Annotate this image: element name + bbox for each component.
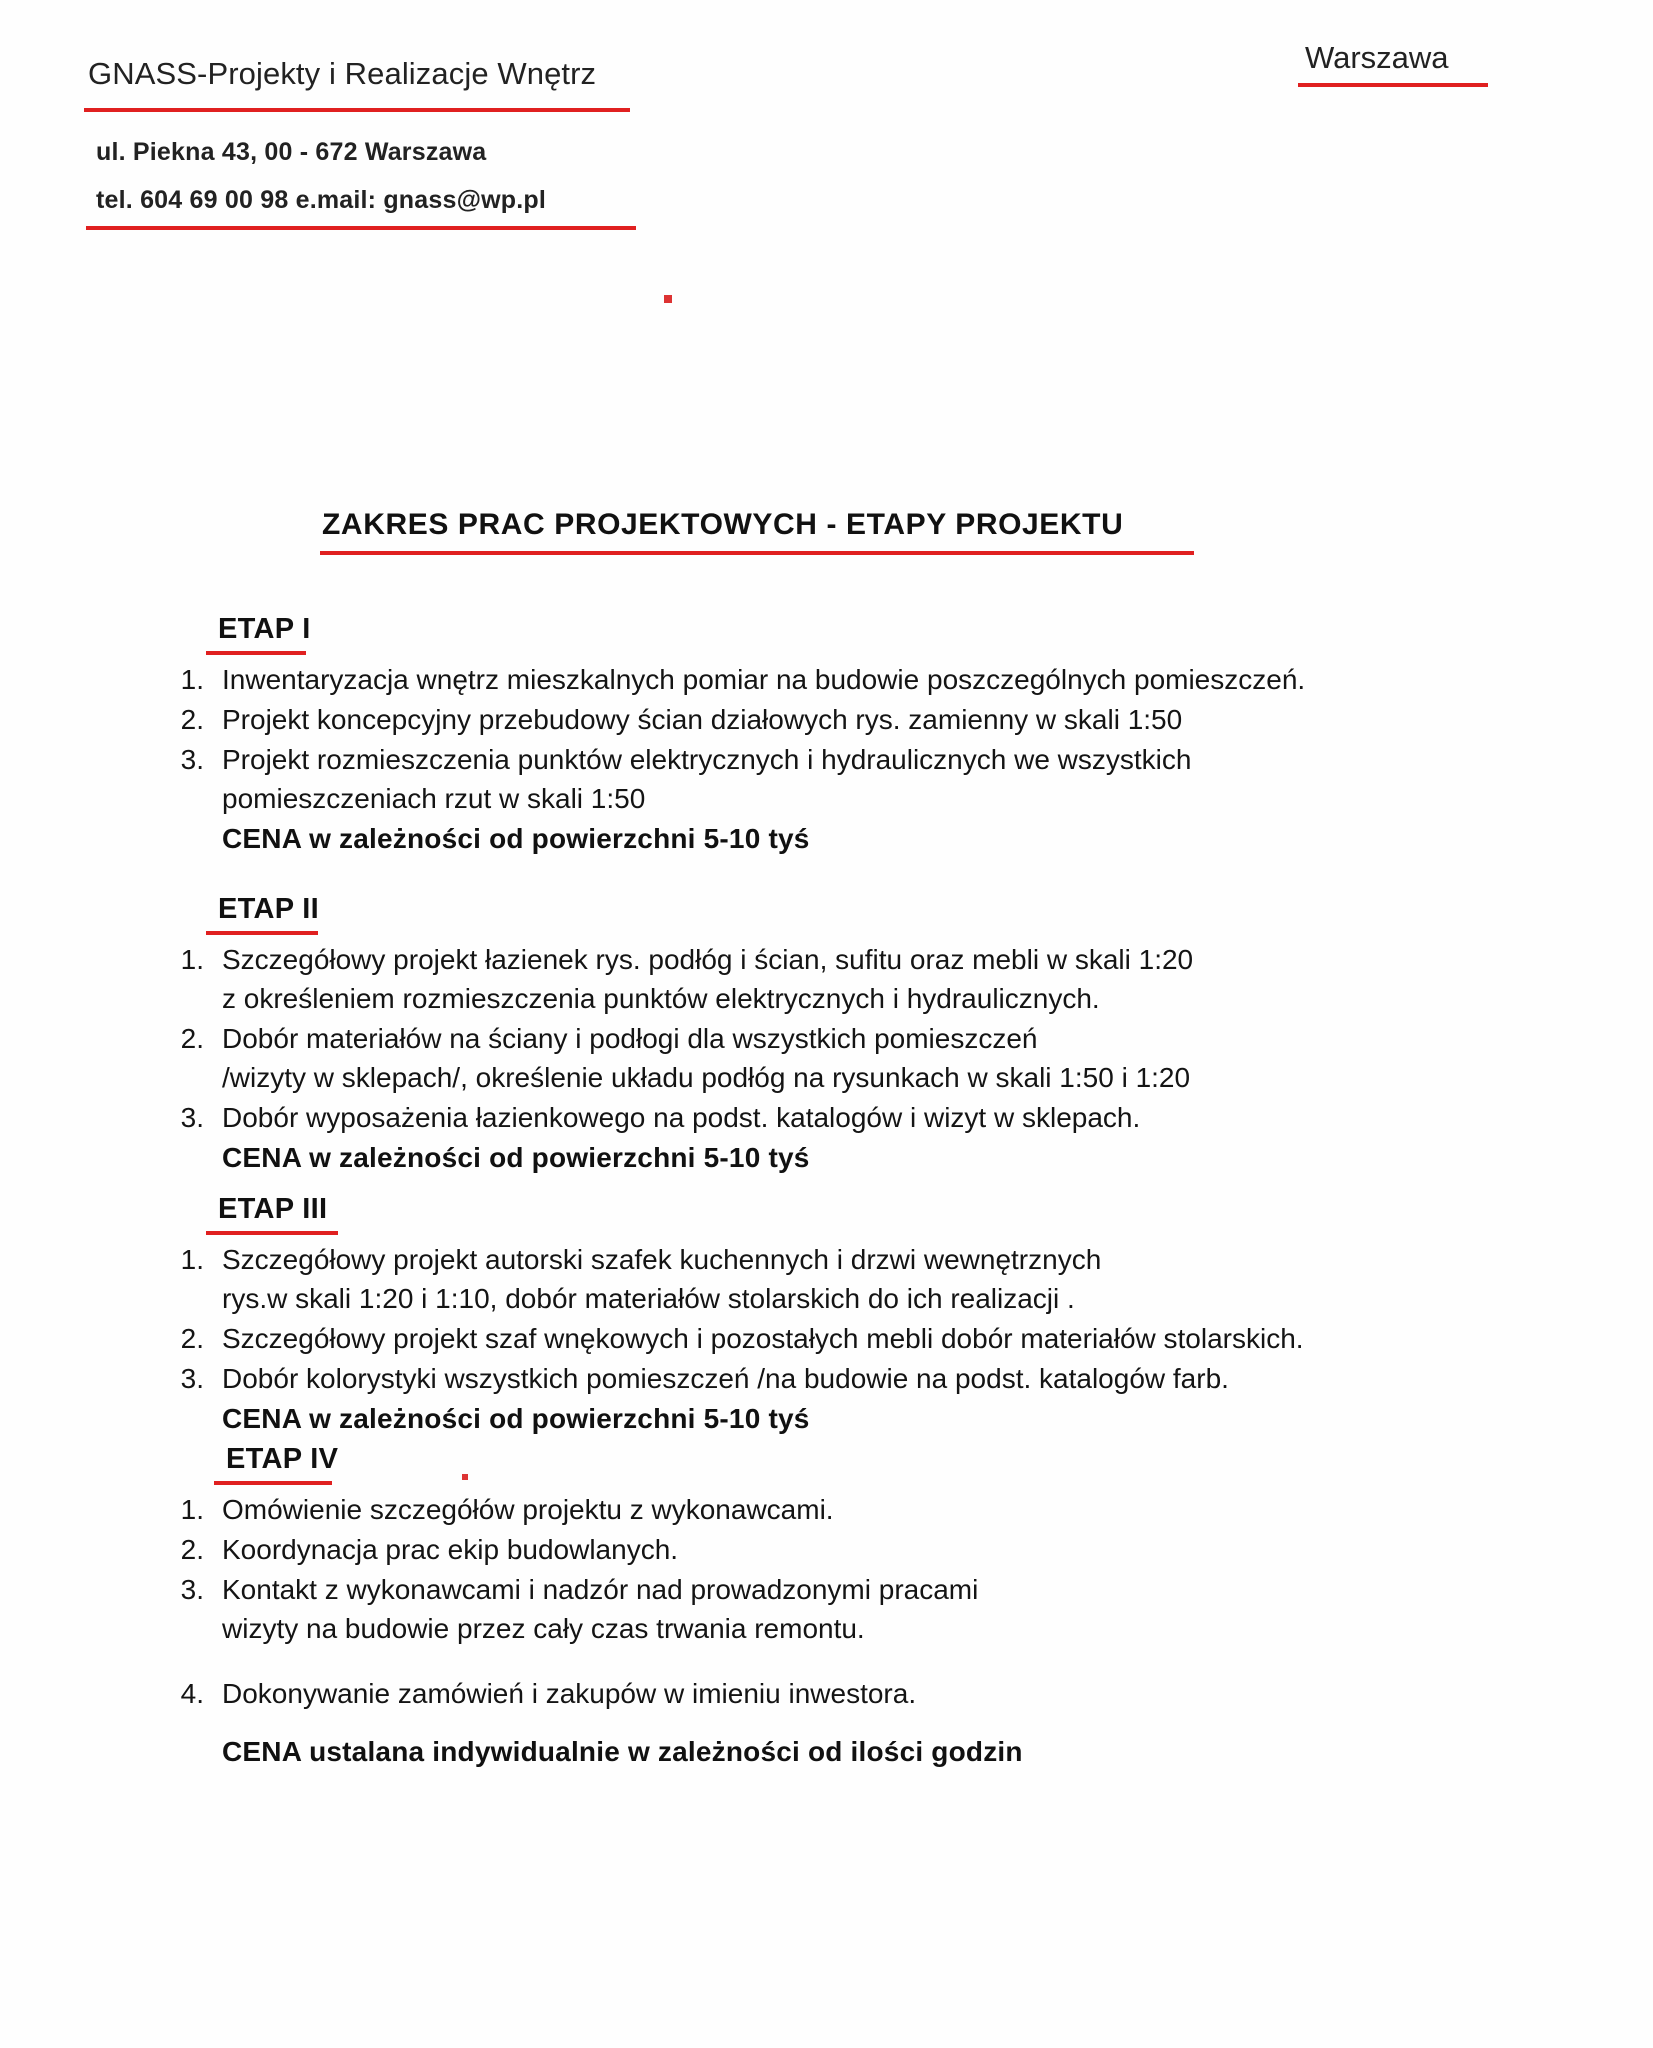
stage-item-list xyxy=(0,940,1653,1137)
stage-item-continuation: wizyty na budowie przez cały czas trwania remontu. xyxy=(222,1613,865,1644)
stage-item-number: 1. xyxy=(180,664,204,695)
stage-item-text: Szczegółowy projekt szaf wnękowych i pozostałych mebli dobór materiałów stolarskich. xyxy=(222,1323,1304,1354)
stage-heading: ETAP I xyxy=(218,613,311,645)
red-dot-mark xyxy=(664,295,672,303)
stage-item-number: 2. xyxy=(180,1023,204,1054)
stage-price-line: CENA w zależności od powierzchni 5-10 tyś xyxy=(222,1403,810,1434)
stage-heading-underline xyxy=(206,931,318,935)
stage-price-line: CENA w zależności od powierzchni 5-10 tyś xyxy=(222,1142,810,1173)
stage-item-text: Projekt koncepcyjny przebudowy ścian działowych rys. zamienny w skali 1:50 xyxy=(222,704,1183,735)
stage-item-number: 3. xyxy=(180,1102,204,1133)
city-underline xyxy=(1298,83,1488,87)
document-title: ZAKRES PRAC PROJEKTOWYCH - ETAPY PROJEKTU xyxy=(322,508,1124,541)
stage-price-line: CENA w zależności od powierzchni 5-10 tyś xyxy=(222,823,810,854)
document-title-underline xyxy=(320,551,1194,555)
stage-item-text: Inwentaryzacja wnętrz mieszkalnych pomiar na budowie poszczególnych pomieszczeń. xyxy=(222,664,1306,695)
stage-item xyxy=(0,1530,1653,1569)
stage-heading-underline xyxy=(206,1231,338,1235)
stage-item-number: 2. xyxy=(180,1323,204,1354)
stage-item xyxy=(0,1490,1653,1529)
stage-item-continuation: /wizyty w sklepach/, określenie układu podłóg na rysunkach w skali 1:50 i 1:20 xyxy=(222,1062,1191,1093)
stage-item-text: Szczegółowy projekt autorski szafek kuchennych i drzwi wewnętrznych xyxy=(222,1244,1102,1275)
stage-item xyxy=(0,1674,1653,1713)
stage-item-number: 2. xyxy=(180,704,204,735)
stage-item xyxy=(0,700,1653,739)
stage-item xyxy=(0,1098,1653,1137)
stage-item-number: 2. xyxy=(180,1534,204,1565)
stage-heading: ETAP IV xyxy=(226,1443,339,1475)
stage-item xyxy=(0,1240,1653,1318)
stage-item xyxy=(0,1019,1653,1097)
stage-item-text: Projekt rozmieszczenia punktów elektrycznych i hydraulicznych we wszystkich xyxy=(222,744,1192,775)
stage-item-continuation: pomieszczeniach rzut w skali 1:50 xyxy=(222,783,646,814)
stage-item-text: Dokonywanie zamówień i zakupów w imieniu inwestora. xyxy=(222,1678,917,1709)
city-label: Warszawa xyxy=(1305,40,1449,75)
company-contact: tel. 604 69 00 98 e.mail: gnass@wp.pl xyxy=(96,186,547,214)
stage-item-number: 4. xyxy=(180,1678,204,1709)
stage-item xyxy=(0,1570,1653,1648)
stage-item-list xyxy=(0,1240,1653,1398)
stage-heading: ETAP II xyxy=(218,893,319,925)
stage-section xyxy=(0,1193,1653,1440)
stage-heading-underline xyxy=(206,651,306,655)
stage-section xyxy=(0,1443,1653,1773)
stage-item-list xyxy=(0,660,1653,818)
company-name: GNASS-Projekty i Realizacje Wnętrz xyxy=(88,56,597,91)
stage-item-text: Koordynacja prac ekip budowlanych. xyxy=(222,1534,679,1565)
stage-item-number: 3. xyxy=(180,1574,204,1605)
company-name-underline xyxy=(84,108,630,112)
stage-heading-underline xyxy=(214,1481,332,1485)
stage-item-text: Dobór wyposażenia łazienkowego na podst. katalogów i wizyt w sklepach. xyxy=(222,1102,1141,1133)
stage-item xyxy=(0,660,1653,699)
stage-heading: ETAP III xyxy=(218,1193,328,1225)
company-address: ul. Piekna 43, 00 - 672 Warszawa xyxy=(96,138,487,166)
stage-item xyxy=(0,1359,1653,1398)
stage-item xyxy=(0,940,1653,1018)
stage-section xyxy=(0,613,1653,860)
stage-item-continuation: z określeniem rozmieszczenia punktów elektrycznych i hydraulicznych. xyxy=(222,983,1100,1014)
stage-item-text: Dobór materiałów na ściany i podłogi dla wszystkich pomieszczeń xyxy=(222,1023,1038,1054)
stage-item-text: Omówienie szczegółów projektu z wykonawcami. xyxy=(222,1494,834,1525)
stage-item-text: Dobór kolorystyki wszystkich pomieszczeń /na budowie na podst. katalogów farb. xyxy=(222,1363,1229,1394)
stage-item xyxy=(0,740,1653,818)
stage-item-text: Kontakt z wykonawcami i nadzór nad prowadzonymi pracami xyxy=(222,1574,979,1605)
stage-item-list xyxy=(0,1490,1653,1713)
stage-item xyxy=(0,1319,1653,1358)
stage-item-number: 1. xyxy=(180,1244,204,1275)
stage-item-number: 3. xyxy=(180,1363,204,1394)
stage-item-number: 1. xyxy=(180,1494,204,1525)
stage-item-number: 3. xyxy=(180,744,204,775)
stage-section xyxy=(0,893,1653,1179)
stage-price-line: CENA ustalana indywidualnie w zależności od ilości godzin xyxy=(222,1736,1023,1767)
contact-underline xyxy=(86,226,636,230)
stage-item-continuation: rys.w skali 1:20 i 1:10, dobór materiałów stolarskich do ich realizacji . xyxy=(222,1283,1075,1314)
stage-item-number: 1. xyxy=(180,944,204,975)
stage-item-text: Szczegółowy projekt łazienek rys. podłóg i ścian, sufitu oraz mebli w skali 1:20 xyxy=(222,944,1194,975)
